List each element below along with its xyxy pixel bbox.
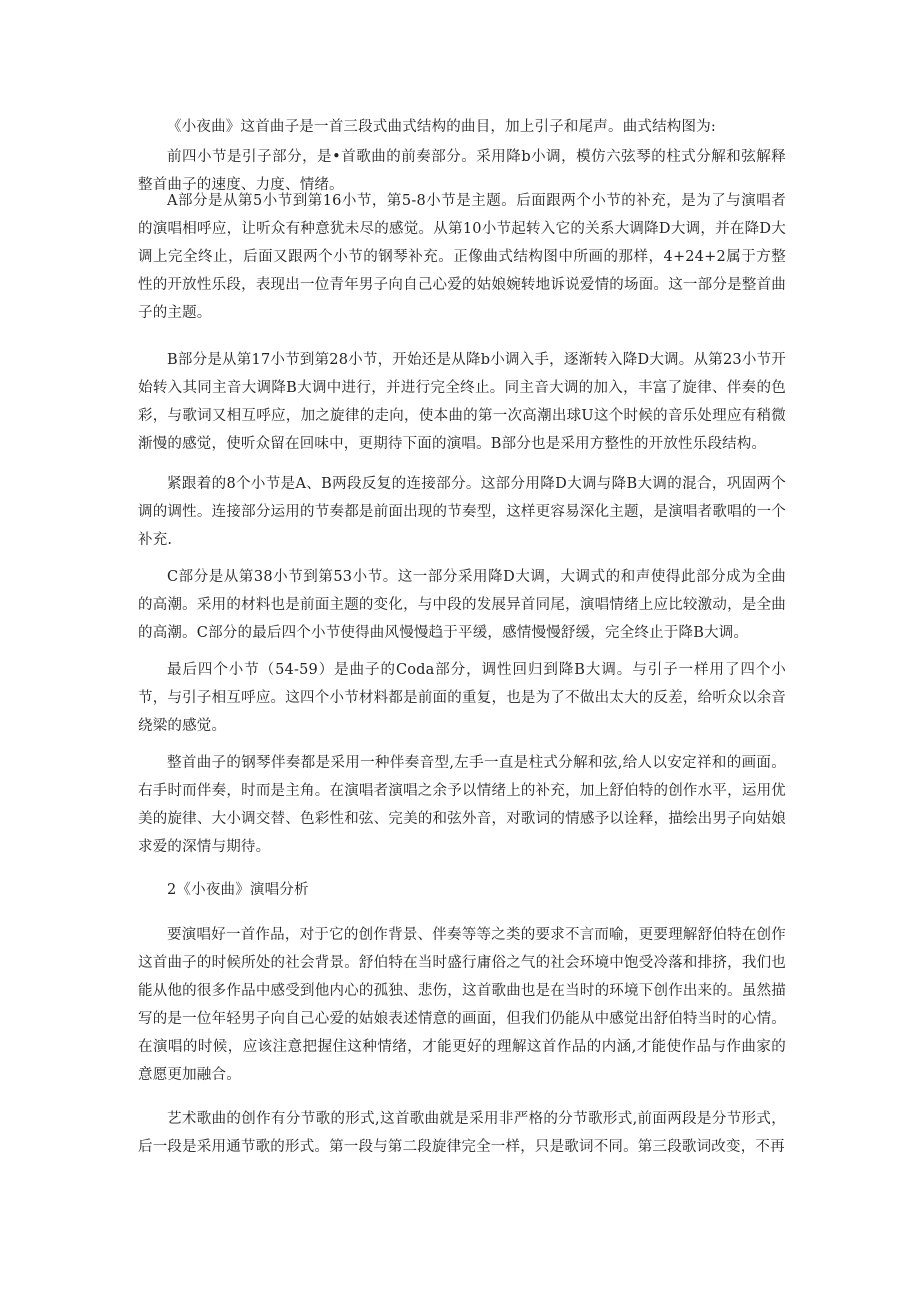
paragraph-creative-background: 要演唱好一首作品，对于它的创作背景、伴奏等等之类的要求不言而喻，更要理解舒伯特在创作这首曲子的时候所处的社会背景。舒伯特在当时盛行庸俗之气的社会环境中饱受冷落和排挤，我们也能从他的很多作品中感受到他内心的孤独、悲伤，这首歌曲也是在当时的环境下创作出来的。虽然描写的是一位年轻男子向自己心爱的姑娘表述情意的画面，但我们仍能从中感觉出舒伯特当时的心情。在演唱的时候，应该注意把握住这种情绪，才能更好的理解这首作品的内涵,才能使作品与作曲家的意愿更加融合。 [138,927,786,1083]
paragraph-strophic-form: 艺术歌曲的创作有分节歌的形式,这首歌曲就是采用非严格的分节歌形式,前面两段是分节形式，后一段是采用通节歌的形式。第一段与第二段旋律完全一样，只是歌词不同。第三段歌词改变，不再 [138,1111,786,1155]
paragraph-piano-accompaniment: 整首曲子的钢琴伴奏都是采用一种伴奏音型,左手一直是柱式分解和弦,给人以安定祥和的画面。右手时而伴奏，时而是主角。在演唱者演唱之余予以情绪上的补充，加上舒伯特的创作水平，运用优美的旋律、大小调交替、色彩性和弦、完美的和弦外音，对歌词的情感予以诠释，描绘出男子向姑娘求爱的深情与期待。 [138,755,786,855]
paragraph-part-a: A部分是从第5小节到第16小节，第5-8小节是主题。后面跟两个小节的补充，是为了与演唱者的演唱相呼应，让听众有种意犹未尽的感觉。从第10小节起转入它的关系大调降D大调，并在降D大调上完全终止，后面又跟两个小节的钢琴补充。正像曲式结构图中所画的那样，4+24+2属于方整性的开放性乐段，表现出一位青年男子向自己心爱的姑娘婉转地诉说爱情的场面。这一部分是整首曲子的主题。 [138,193,786,321]
paragraph-connecting-section: 紧跟着的8个小节是A、B两段反复的连接部分。这部分用降D大调与降B大调的混合，巩固两个调的调性。连接部分运用的节奏都是前面出现的节奏型，这样更容易深化主题，是演唱者歌唱的一个补充. [138,476,786,548]
paragraph-intro: 《小夜曲》这首曲子是一首三段式曲式结构的曲目，加上引子和尾声。曲式结构图为: [167,119,716,135]
paragraph-part-b: B部分是从第17小节到第28小节，开始还是从降b小调入手，逐渐转入降D大调。从第23小节开始转入其同主音大调降B大调中进行，并进行完全终止。同主音大调的加入，丰富了旋律、伴奏的色彩，与歌词又相互呼应，加之旋律的走向，使本曲的第一次高潮出球U这个时候的音乐处理应有稍微渐慢的感觉，使听众留在回味中，更期待下面的演唱。B部分也是采用方整性的开放性乐段结构。 [138,352,786,452]
section-heading-singing-analysis: 2《小夜曲》演唱分析 [167,882,309,898]
paragraph-coda: 最后四个小节（54-59）是曲子的Coda部分，调性回归到降B大调。与引子一样用了四个小节，与引子相互呼应。这四个小节材料都是前面的重复，也是为了不做出太大的反差，给听众以余音绕梁的感觉。 [138,662,786,734]
paragraph-part-c: C部分是从第38小节到第53小节。这一部分采用降D大调，大调式的和声使得此部分成为全曲的高潮。采用的材料也是前面主题的变化，与中段的发展异首同尾，演唱情绪上应比较激动，是全曲的高潮。C部分的最后四个小节使得曲风慢慢趋于平缓，感情慢慢舒缓，完全终止于降B大调。 [138,569,786,641]
paragraph-introduction-section: 前四小节是引子部分，是•首歌曲的前奏部分。采用降b小调，模仿六弦琴的柱式分解和弦解释整首曲子的速度、力度、情绪。 [138,149,786,193]
